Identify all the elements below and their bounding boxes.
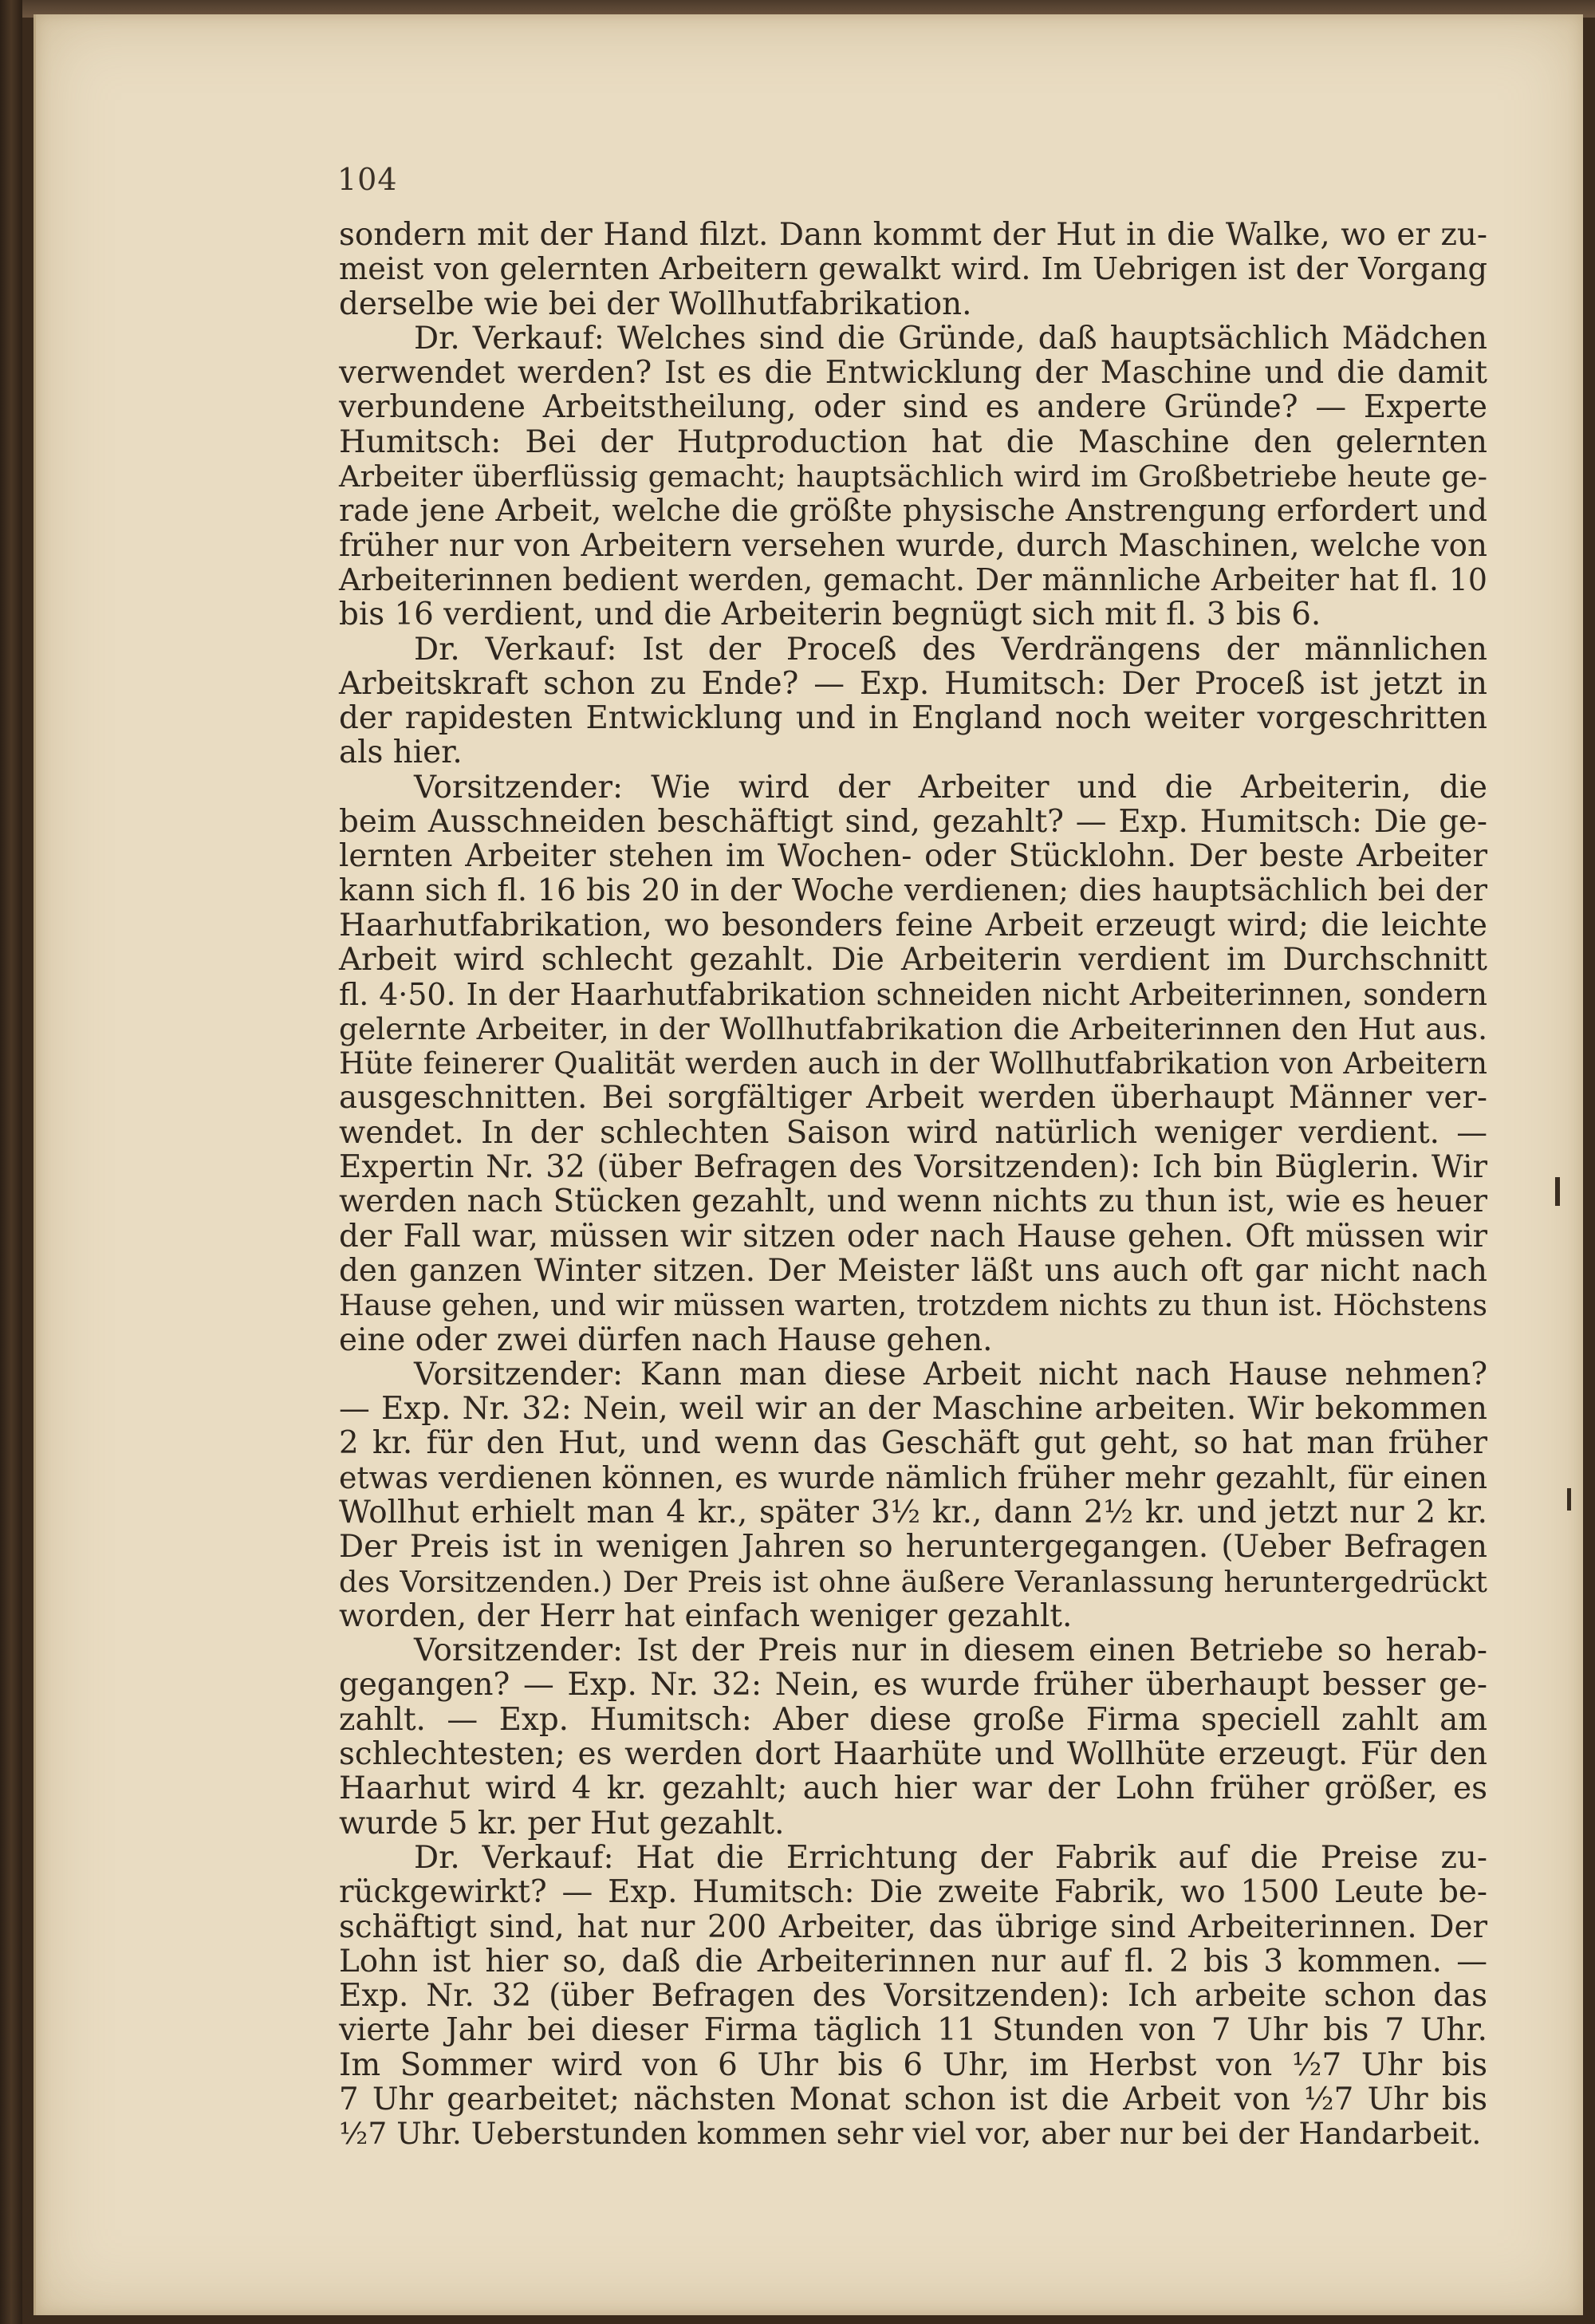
margin-mark xyxy=(1555,1177,1560,1206)
text-line: — Exp. Nr. 32: Nein, weil wir an der Maschine arbeiten. Wir bekommen xyxy=(339,1391,1487,1428)
text-line: zahlt. — Exp. Humitsch: Aber diese große Firma speciell zahlt am xyxy=(339,1701,1487,1738)
text-line: der rapidesten Entwicklung und in England noch weiter vorgeschritten xyxy=(339,700,1487,737)
text-line: schlechtesten; es werden dort Haarhüte und Wollhüte erzeugt. Für den xyxy=(339,1736,1487,1773)
text-line: Vorsitzender: Wie wird der Arbeiter und die Arbeiterin, die xyxy=(414,769,1487,806)
book-page xyxy=(33,14,1583,2315)
text-line: Arbeitskraft schon zu Ende? — Exp. Humitsch: Der Proceß ist jetzt in xyxy=(339,665,1487,702)
body-text xyxy=(339,218,1487,2152)
text-line: etwas verdienen können, es wurde nämlich früher mehr gezahlt, für einen xyxy=(339,1459,1487,1495)
text-line: Vorsitzender: Kann man diese Arbeit nicht nach Hause nehmen? xyxy=(414,1356,1487,1392)
text-line: lernten Arbeiter stehen im Wochen- oder Stücklohn. Der beste Arbeiter xyxy=(339,838,1487,875)
text-line: Dr. Verkauf: Ist der Proceß des Verdrängens der männlichen xyxy=(414,631,1487,668)
text-line: fl. 4·50. In der Haarhutfabrikation schneiden nicht Arbeiterinnen, sondern xyxy=(339,976,1487,1012)
text-line: eine oder zwei dürfen nach Hause gehen. xyxy=(339,1322,993,1358)
text-line: 2 kr. für den Hut, und wenn das Geschäft gut geht, so hat man früher xyxy=(339,1425,1487,1462)
text-line: meist von gelernten Arbeitern gewalkt wird. Im Uebrigen ist der Vorgang xyxy=(339,251,1487,288)
text-line: des Vorsitzenden.) Der Preis ist ohne äußere Veranlassung heruntergedrückt xyxy=(339,1564,1487,1599)
text-line: Dr. Verkauf: Welches sind die Gründe, daß hauptsächlich Mädchen xyxy=(414,320,1487,356)
text-line: derselbe wie bei der Wollhutfabrikation. xyxy=(339,286,972,322)
text-line: Dr. Verkauf: Hat die Errichtung der Fabrik auf die Preise zu- xyxy=(414,1839,1487,1876)
text-line: Arbeiterinnen bedient werden, gemacht. Der männliche Arbeiter hat fl. 10 xyxy=(339,561,1487,597)
text-line: werden nach Stücken gezahlt, und wenn nichts zu thun ist, wie es heuer xyxy=(339,1184,1487,1220)
text-line: als hier. xyxy=(339,735,463,771)
text-line: vierte Jahr bei dieser Firma täglich 11 Stunden von 7 Uhr bis 7 Uhr. xyxy=(339,2012,1487,2049)
text-line: schäftigt sind, hat nur 200 Arbeiter, das übrige sind Arbeiterinnen. Der xyxy=(339,1908,1487,1945)
text-line: Im Sommer wird von 6 Uhr bis 6 Uhr, im Herbst von ½7 Uhr bis xyxy=(339,2046,1487,2083)
text-line: bis 16 verdient, und die Arbeiterin begnügt sich mit fl. 3 bis 6. xyxy=(339,597,1321,633)
text-line: wurde 5 kr. per Hut gezahlt. xyxy=(339,1805,785,1841)
text-line: Expertin Nr. 32 (über Befragen des Vorsitzenden): Ich bin Büglerin. Wir xyxy=(339,1149,1487,1186)
text-line: gegangen? — Exp. Nr. 32: Nein, es wurde früher überhaupt besser ge- xyxy=(339,1667,1487,1704)
text-line: Hüte feinerer Qualität werden auch in der Wollhutfabrikation von Arbeitern xyxy=(339,1046,1487,1081)
text-line: Der Preis ist in wenigen Jahren so heruntergegangen. (Ueber Befragen xyxy=(339,1529,1487,1566)
text-line: verbundene Arbeitstheilung, oder sind es andere Gründe? — Experte xyxy=(339,389,1487,426)
text-line: Arbeiter überflüssig gemacht; hauptsächlich wird im Großbetriebe heute ge- xyxy=(339,459,1487,494)
text-line: früher nur von Arbeitern versehen wurde, durch Maschinen, welche von xyxy=(339,527,1487,564)
text-line: 7 Uhr gearbeitet; nächsten Monat schon ist die Arbeit von ½7 Uhr bis xyxy=(339,2082,1487,2118)
text-line: worden, der Herr hat einfach weniger gezahlt. xyxy=(339,1597,1073,1634)
text-line: den ganzen Winter sitzen. Der Meister läßt uns auch oft gar nicht nach xyxy=(339,1252,1487,1289)
text-line: beim Ausschneiden beschäftigt sind, gezahlt? — Exp. Humitsch: Die ge- xyxy=(339,804,1487,841)
text-line: rade jene Arbeit, welche die größte physische Anstrengung erfordert und xyxy=(339,493,1487,530)
margin-mark xyxy=(1567,1488,1571,1511)
text-line: kann sich fl. 16 bis 20 in der Woche verdienen; dies hauptsächlich bei der xyxy=(339,872,1487,908)
text-line: Haarhutfabrikation, wo besonders feine Arbeit erzeugt wird; die leichte xyxy=(339,907,1487,943)
text-line: ausgeschnitten. Bei sorgfältiger Arbeit werden überhaupt Männer ver- xyxy=(339,1080,1487,1117)
text-line: der Fall war, müssen wir sitzen oder nach Hause gehen. Oft müssen wir xyxy=(339,1218,1487,1255)
text-line: Humitsch: Bei der Hutproduction hat die Maschine den gelernten xyxy=(339,423,1487,460)
text-line: Exp. Nr. 32 (über Befragen des Vorsitzenden): Ich arbeite schon das xyxy=(339,1978,1487,2015)
text-line: Lohn ist hier so, daß die Arbeiterinnen nur auf fl. 2 bis 3 kommen. — xyxy=(339,1943,1487,1979)
text-line: Vorsitzender: Ist der Preis nur in diesem einen Betriebe so herab- xyxy=(414,1633,1487,1669)
text-line: ½7 Uhr. Ueberstunden kommen sehr viel vor, aber nur bei der Handarbeit. xyxy=(339,2116,1482,2152)
text-line: Arbeit wird schlecht gezahlt. Die Arbeiterin verdient im Durchschnitt xyxy=(339,942,1487,979)
page-number: 104 xyxy=(337,162,398,197)
text-line: verwendet werden? Ist es die Entwicklung der Maschine und die damit xyxy=(339,355,1487,392)
text-line: rückgewirkt? — Exp. Humitsch: Die zweite Fabrik, wo 1500 Leute be- xyxy=(339,1874,1487,1911)
text-line: gelernte Arbeiter, in der Wollhutfabrikation die Arbeiterinnen den Hut aus. xyxy=(339,1010,1487,1046)
text-line: wendet. In der schlechten Saison wird natürlich weniger verdient. — xyxy=(339,1114,1487,1151)
text-line: sondern mit der Hand filzt. Dann kommt der Hut in die Walke, wo er zu- xyxy=(339,217,1487,253)
text-line: Hause gehen, und wir müssen warten, trotzdem nichts zu thun ist. Höchstens xyxy=(339,1288,1487,1323)
text-line: Haarhut wird 4 kr. gezahlt; auch hier war der Lohn früher größer, es xyxy=(339,1771,1487,1807)
text-line: Wollhut erhielt man 4 kr., später 3½ kr., dann 2½ kr. und jetzt nur 2 kr. xyxy=(339,1494,1487,1530)
